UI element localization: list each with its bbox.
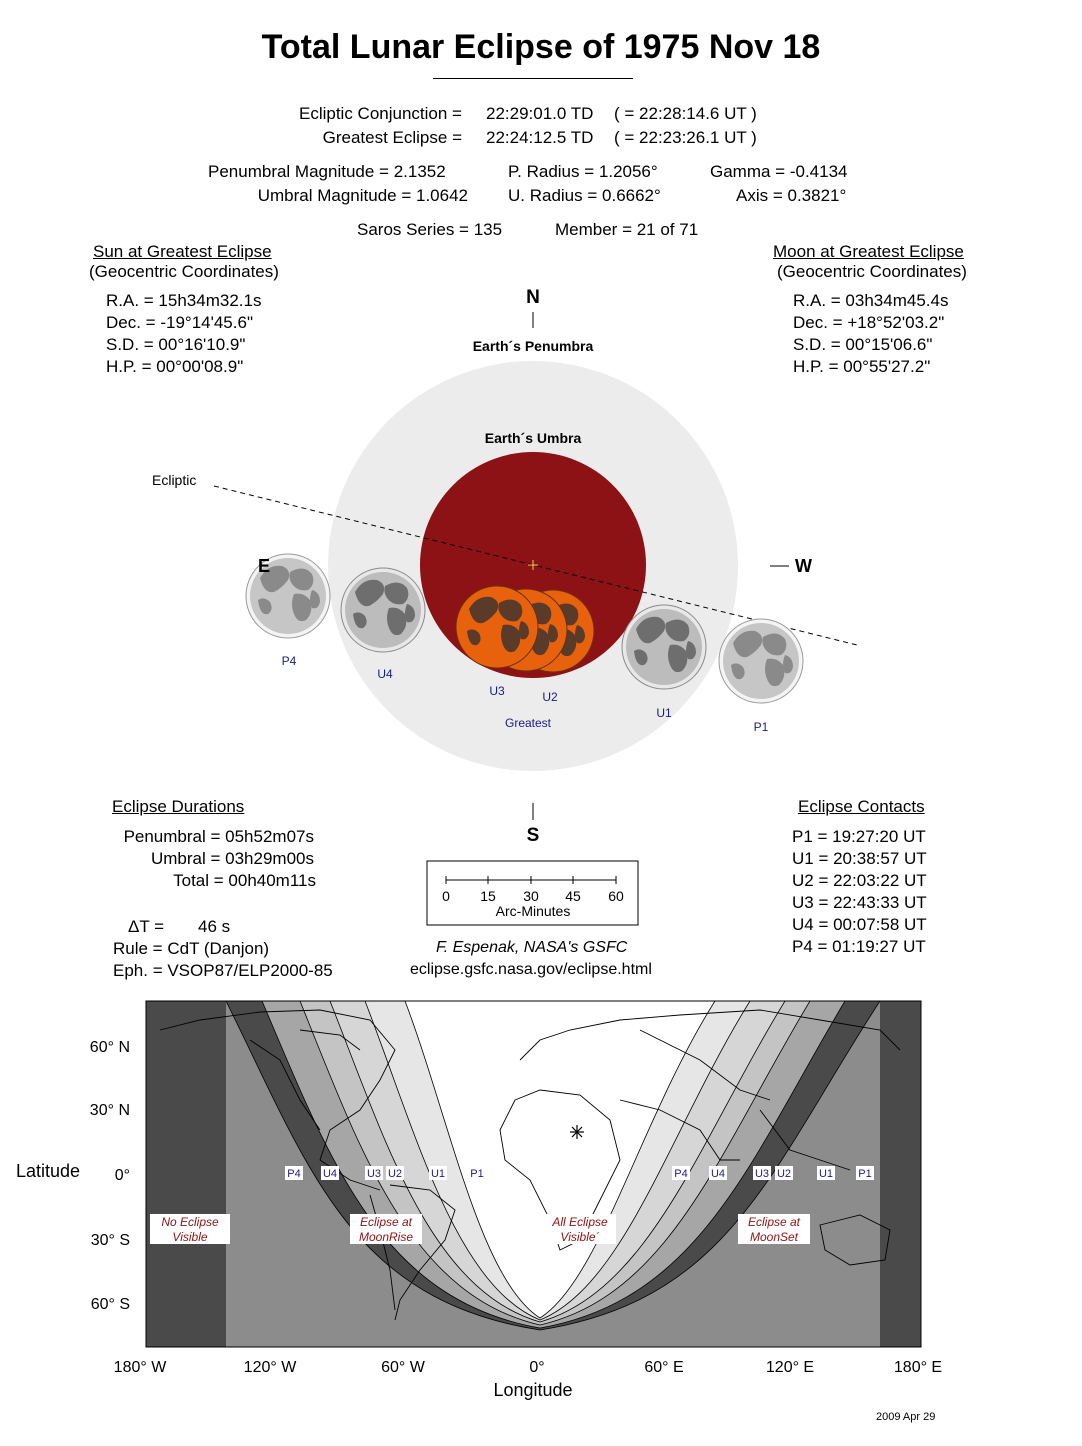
p4-label: P4 xyxy=(281,654,297,668)
scale-tick-15: 15 xyxy=(480,888,496,904)
scale-tick-0: 0 xyxy=(442,888,450,904)
lon-tick-60e: 60° E xyxy=(644,1359,684,1376)
no-eclipse-line1: No Eclipse xyxy=(161,1215,219,1229)
south-label: S xyxy=(526,825,540,846)
moonset-line1: Eclipse at xyxy=(747,1215,801,1229)
moonrise-line1: Eclipse at xyxy=(359,1215,413,1229)
sun-dec: Dec. = -19°14'45.6" xyxy=(106,313,253,332)
p-radius: P. Radius = 1.2056° xyxy=(508,162,658,181)
moon-p1 xyxy=(719,619,803,703)
revision-date: 2009 Apr 29 xyxy=(876,1411,936,1423)
moon-coords-note: (Geocentric Coordinates) xyxy=(777,262,967,281)
lon-tick-180w: 180° W xyxy=(113,1359,167,1376)
sun-ra: R.A. = 15h34m32.1s xyxy=(106,291,262,310)
map-west-p4: P4 xyxy=(287,1168,301,1180)
map-east-p1: P1 xyxy=(858,1168,872,1180)
lon-tick-180e: 180° E xyxy=(893,1359,943,1376)
sun-sd: S.D. = 00°16'10.9" xyxy=(106,335,246,354)
sun-hp: H.P. = 00°00'08.9" xyxy=(106,357,244,376)
longitude-title: Longitude xyxy=(493,1380,573,1400)
axis: Axis = 0.3821° xyxy=(736,186,847,205)
contact-u4: U4 = 00:07:58 UT xyxy=(792,915,927,934)
lon-tick-60w: 60° W xyxy=(381,1359,425,1376)
penumbra-label: Earth´s Penumbra xyxy=(472,338,594,354)
subsolar-point xyxy=(570,1125,584,1139)
no-eclipse-line2: Visible xyxy=(172,1230,208,1244)
umbra-label: Earth´s Umbra xyxy=(484,430,582,446)
duration-umbral: Umbral = 03h29m00s xyxy=(150,849,314,868)
map-east-p4: P4 xyxy=(674,1168,688,1180)
scale-tick-60: 60 xyxy=(608,888,624,904)
map-west-u4: U4 xyxy=(322,1168,338,1180)
map-east-u2: U2 xyxy=(776,1168,792,1180)
all-visible-line2: Visible´ xyxy=(560,1230,600,1244)
sun-heading: Sun at Greatest Eclipse xyxy=(93,242,272,261)
moon-u1 xyxy=(622,605,706,689)
greatest-label: Greatest Eclipse = xyxy=(322,128,462,147)
u2-label: U2 xyxy=(542,690,558,704)
gamma: Gamma = -0.4134 xyxy=(710,162,848,181)
saros-series: Saros Series = 135 xyxy=(357,220,503,239)
moon-u3 xyxy=(456,586,538,668)
map-east-u4: U4 xyxy=(710,1168,726,1180)
contact-p4: P4 = 01:19:27 UT xyxy=(792,937,926,956)
duration-penumbral: Penumbral = 05h52m07s xyxy=(123,827,314,846)
umbral-magnitude: Umbral Magnitude = 1.0642 xyxy=(257,186,468,205)
scale-unit-label: Arc-Minutes xyxy=(495,903,571,919)
u1-label: U1 xyxy=(656,706,672,720)
map-east-u3: U3 xyxy=(754,1168,770,1180)
moonset-line2: MoonSet xyxy=(749,1230,799,1244)
contact-u2: U2 = 22:03:22 UT xyxy=(792,871,927,890)
moon-ra: R.A. = 03h34m45.4s xyxy=(793,291,949,310)
all-visible-line1: All Eclipse xyxy=(552,1215,608,1229)
scale-tick-30: 30 xyxy=(523,888,539,904)
greatest-label-diagram: Greatest xyxy=(504,716,552,730)
penumbral-magnitude: Penumbral Magnitude = 2.1352 xyxy=(208,162,446,181)
u4-label: U4 xyxy=(377,667,393,681)
visibility-map xyxy=(0,990,1082,1410)
moon-heading: Moon at Greatest Eclipse xyxy=(773,242,964,261)
map-west-p1: P1 xyxy=(470,1168,484,1180)
eclipse-geometry-diagram xyxy=(0,280,1082,860)
rule: Rule = CdT (Danjon) xyxy=(113,939,270,958)
map-west-u1: U1 xyxy=(430,1168,446,1180)
duration-total: Total = 00h40m11s xyxy=(173,871,316,890)
arc-minute-scale xyxy=(426,860,640,928)
lat-tick-0: 0° xyxy=(114,1167,130,1184)
ecliptic-label: Ecliptic xyxy=(152,472,197,488)
map-west-u3: U3 xyxy=(366,1168,382,1180)
contacts-heading: Eclipse Contacts xyxy=(798,797,925,816)
delta-t-label: ΔT = xyxy=(128,917,165,936)
east-label: E xyxy=(258,556,271,576)
moon-u4 xyxy=(341,568,425,652)
contact-u3: U3 = 22:43:33 UT xyxy=(792,893,927,912)
saros-member: Member = 21 of 71 xyxy=(555,220,699,239)
map-west-u2: U2 xyxy=(387,1168,403,1180)
conjunction-ut: ( = 22:28:14.6 UT ) xyxy=(614,104,757,123)
conjunction-td: 22:29:01.0 TD xyxy=(486,104,594,123)
delta-t-value: 46 s xyxy=(198,917,231,936)
conjunction-label: Ecliptic Conjunction = xyxy=(298,104,462,123)
moon-sd: S.D. = 00°15'06.6" xyxy=(793,335,933,354)
moon-dec: Dec. = +18°52'03.2" xyxy=(793,313,945,332)
credit-author: F. Espenak, NASA's GSFC xyxy=(436,939,628,956)
lat-tick-60s: 60° S xyxy=(90,1296,130,1313)
latitude-title: Latitude xyxy=(16,1161,81,1181)
west-label: W xyxy=(795,556,812,576)
lat-tick-60n: 60° N xyxy=(89,1039,130,1056)
north-label: N xyxy=(526,287,540,308)
u-radius: U. Radius = 0.6662° xyxy=(508,186,661,205)
u3-label: U3 xyxy=(489,684,505,698)
credit-url[interactable]: eclipse.gsfc.nasa.gov/eclipse.html xyxy=(410,961,652,978)
map-east-u1: U1 xyxy=(818,1168,834,1180)
p1-label: P1 xyxy=(753,720,769,734)
lon-tick-120e: 120° E xyxy=(765,1359,815,1376)
page-title: Total Lunar Eclipse of 1975 Nov 18 xyxy=(261,28,821,66)
lat-tick-30n: 30° N xyxy=(89,1102,130,1119)
contact-p1: P1 = 19:27:20 UT xyxy=(792,827,926,846)
sun-coords-note: (Geocentric Coordinates) xyxy=(89,262,279,281)
greatest-td: 22:24:12.5 TD xyxy=(486,128,594,147)
moon-hp: H.P. = 00°55'27.2" xyxy=(793,357,931,376)
durations-heading: Eclipse Durations xyxy=(112,797,245,816)
ephemeris: Eph. = VSOP87/ELP2000-85 xyxy=(113,961,333,980)
scale-tick-45: 45 xyxy=(565,888,581,904)
lon-tick-120w: 120° W xyxy=(243,1359,297,1376)
title-underline xyxy=(433,78,633,79)
lon-tick-0: 0° xyxy=(529,1359,545,1376)
contact-u1: U1 = 20:38:57 UT xyxy=(792,849,927,868)
moonrise-line2: MoonRise xyxy=(358,1230,414,1244)
lat-tick-30s: 30° S xyxy=(90,1232,130,1249)
greatest-ut: ( = 22:23:26.1 UT ) xyxy=(614,128,757,147)
